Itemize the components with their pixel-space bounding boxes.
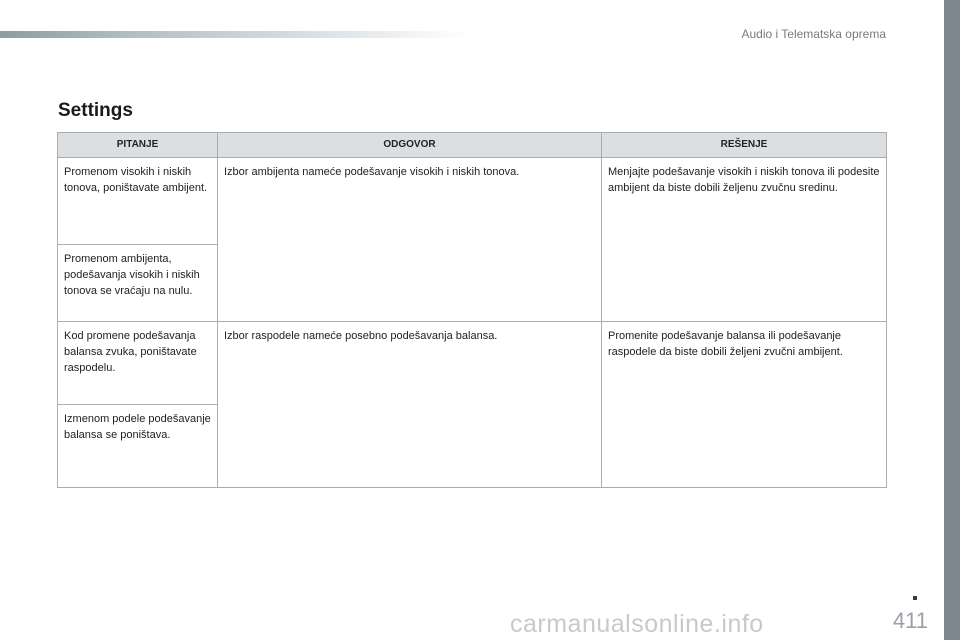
page-title: Settings bbox=[58, 100, 133, 121]
table-header-row bbox=[58, 133, 887, 158]
side-strip bbox=[944, 0, 960, 640]
page-marker-dot bbox=[913, 596, 917, 600]
page-number: 411 bbox=[892, 608, 928, 633]
answer-cell: Izbor ambijenta nameće podešavanje visokih i niskih tonova. bbox=[218, 158, 602, 322]
column-header-question: PITANJE bbox=[58, 133, 218, 158]
column-header-answer: ODGOVOR bbox=[218, 133, 602, 158]
question-cell: Kod promene podešavanja balansa zvuka, poništavate raspodelu. bbox=[58, 322, 218, 405]
faq-table bbox=[57, 132, 887, 488]
question-cell: Promenom ambijenta, podešavanja visokih i niskih tonova se vraćaju na nulu. bbox=[58, 245, 218, 322]
question-cell: Izmenom podele podešavanje balansa se poništava. bbox=[58, 405, 218, 488]
watermark: carmanualsonline.info bbox=[510, 610, 764, 638]
section-title: Audio i Telematska oprema bbox=[741, 27, 886, 41]
question-cell: Promenom visokih i niskih tonova, poništavate ambijent. bbox=[58, 158, 218, 245]
solution-cell: Menjajte podešavanje visokih i niskih tonova ili podesite ambijent da biste dobili željenu zvučnu sredinu. bbox=[602, 158, 887, 322]
solution-cell: Promenite podešavanje balansa ili podešavanje raspodele da biste dobili željeni zvučni ambijent. bbox=[602, 322, 887, 488]
table-row bbox=[58, 158, 887, 245]
column-header-solution: REŠENJE bbox=[602, 133, 887, 158]
header-decor-bar bbox=[0, 31, 470, 38]
table-row bbox=[58, 322, 887, 405]
answer-cell: Izbor raspodele nameće posebno podešavanja balansa. bbox=[218, 322, 602, 488]
